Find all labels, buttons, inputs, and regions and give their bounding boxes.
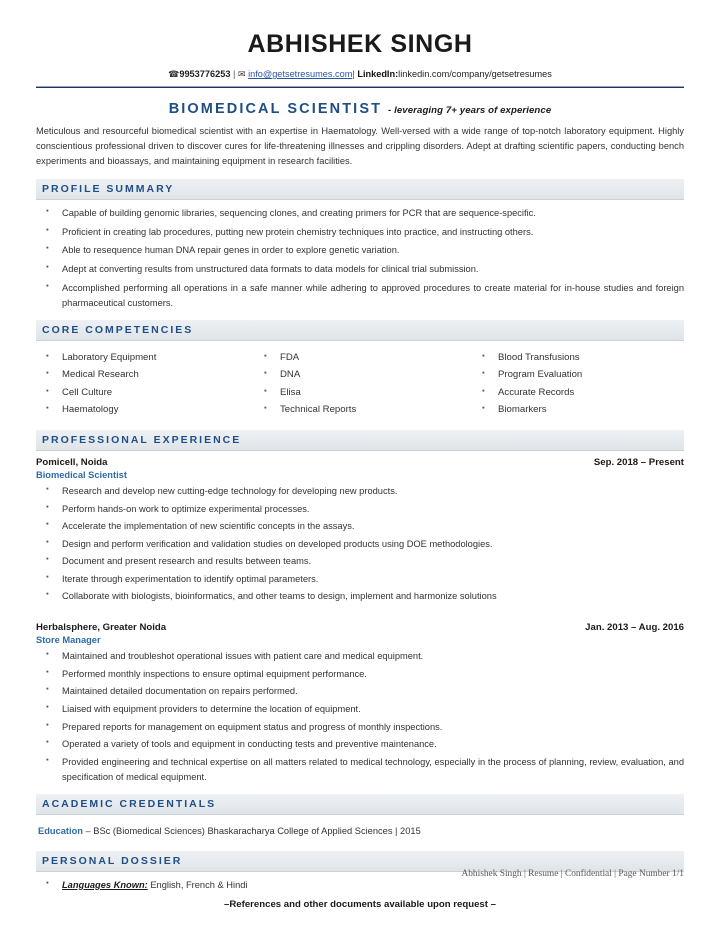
list-item: ▪ Program Evaluation bbox=[472, 366, 684, 384]
languages-known-label: Languages Known: bbox=[62, 879, 148, 890]
phone-icon: ☎ bbox=[168, 69, 180, 79]
page-footer: Abhishek Singh | Resume | Confidential | Page Number 1/1 bbox=[461, 869, 684, 879]
list-item: ▪ Maintained and troubleshot operational issues with patient care and medical equipment. bbox=[36, 649, 684, 664]
employment-dates: Sep. 2018 – Present bbox=[593, 456, 684, 468]
list-item: ▪ Iterate through experimentation to identify optimal parameters. bbox=[36, 572, 684, 587]
phone-number: 9953776253 bbox=[179, 69, 231, 79]
list-item: ▪ Prepared reports for management on equipment status and progress of monthly inspections. bbox=[36, 720, 684, 735]
section-header-professional-experience: PROFESSIONAL EXPERIENCE bbox=[36, 430, 684, 451]
section-header-academic-credentials: ACADEMIC CREDENTIALS bbox=[36, 794, 684, 815]
list-item: ▪ FDA bbox=[254, 349, 466, 367]
list-item: ▪ Biomarkers bbox=[472, 401, 684, 419]
section-header-personal-dossier: PERSONAL DOSSIER bbox=[36, 851, 684, 872]
competency-column-1 bbox=[36, 349, 248, 419]
linkedin-link[interactable]: linkedin.com/company/getsetresumes bbox=[398, 69, 552, 79]
list-item: ▪ DNA bbox=[254, 366, 466, 384]
header-divider bbox=[36, 86, 684, 88]
section-header-profile-summary: PROFILE SUMMARY bbox=[36, 179, 684, 200]
list-item: ▪ Medical Research bbox=[36, 366, 248, 384]
list-item: ▪ Haematology bbox=[36, 401, 248, 419]
list-item: ▪ Elisa bbox=[254, 384, 466, 402]
list-item: ▪ Design and perform verification and validation studies on developed products using DOE methodologies. bbox=[36, 537, 684, 552]
personal-dossier-list bbox=[36, 878, 684, 893]
experience-bullets-2 bbox=[36, 649, 684, 784]
employer-name: Herbalsphere, Greater Noida bbox=[36, 622, 167, 634]
email-link[interactable]: info@getsetresumes.com bbox=[248, 69, 353, 79]
list-item: ▪ Accelerate the implementation of new scientific concepts in the assays. bbox=[36, 519, 684, 534]
list-item: ▪ Adept at converting results from unstructured data formats to data models for clinical trial submission. bbox=[36, 262, 684, 277]
core-competencies-grid bbox=[36, 347, 684, 421]
list-item: ▪ Technical Reports bbox=[254, 401, 466, 419]
experience-header bbox=[36, 457, 684, 468]
employer-name: Pomicell, Noida bbox=[36, 456, 108, 468]
list-item: ▪ Able to resequence human DNA repair genes in order to explore genetic variation. bbox=[36, 243, 684, 258]
job-title-label: Biomedical Scientist bbox=[36, 469, 127, 480]
job-title-label: Store Manager bbox=[36, 635, 101, 646]
employment-dates: Jan. 2013 – Aug. 2016 bbox=[585, 622, 684, 634]
contact-line bbox=[36, 69, 684, 80]
experience-header bbox=[36, 622, 684, 633]
experience-entry-1 bbox=[36, 457, 684, 604]
list-item: ▪ Research and develop new cutting-edge technology for developing new products. bbox=[36, 484, 684, 499]
list-item: ▪ Operated a variety of tools and equipment in conducting tests and preventive maintenance. bbox=[36, 737, 684, 752]
headline-block bbox=[36, 100, 684, 118]
list-item: ▪ Proficient in creating lab procedures, putting new protein chemistry techniques into practice, and instructing others. bbox=[36, 225, 684, 240]
list-item: ▪ Accomplished performing all operations in a safe manner while adhering to approved procedures to create material for in-house studies and foreign pharmaceutical customers. bbox=[36, 281, 684, 311]
languages-known-value: English, French & Hindi bbox=[147, 879, 248, 890]
linkedin-label: LinkedIn: bbox=[357, 69, 399, 79]
profile-summary-list bbox=[36, 206, 684, 310]
competency-column-2 bbox=[254, 349, 466, 419]
competency-column-3 bbox=[472, 349, 684, 419]
headline-tagline: - leveraging 7+ years of experience bbox=[388, 105, 552, 117]
headline-title: BIOMEDICAL SCIENTIST bbox=[168, 101, 383, 118]
list-item: ▪ Maintained detailed documentation on repairs performed. bbox=[36, 684, 684, 699]
contact-separator-1: | bbox=[233, 69, 236, 79]
list-item: ▪ Capable of building genomic libraries, sequencing clones, and creating primers for PCR that are sequence-specific. bbox=[36, 206, 684, 221]
contact-separator-2: | bbox=[352, 69, 355, 79]
list-item: ▪ Document and present research and results between teams. bbox=[36, 554, 684, 569]
education-detail: – BSc (Biomedical Sciences) Bhaskaracharya College of Applied Sciences | 2015 bbox=[82, 825, 421, 836]
list-item: ▪ Perform hands-on work to optimize experimental processes. bbox=[36, 502, 684, 517]
education-label: Education bbox=[38, 825, 83, 836]
education-line bbox=[36, 821, 684, 842]
list-item: ▪ Laboratory Equipment bbox=[36, 349, 248, 367]
experience-entry-2 bbox=[36, 622, 684, 784]
references-note: –References and other documents available upon request – bbox=[224, 898, 496, 910]
page-title: ABHISHEK SINGH bbox=[247, 30, 473, 58]
envelope-icon: ✉ bbox=[237, 69, 246, 79]
list-item: ▪ Collaborate with biologists, bioinformatics, and other teams to design, implement and harmonize solutions bbox=[36, 589, 684, 604]
experience-spacer bbox=[36, 608, 684, 618]
professional-summary: Meticulous and resourceful biomedical scientist with an expertise in Haematology. Well-versed with a wide range of top-notch laboratory equipment. Highly conscientious professional driven to discover cures for life-threatening illnesses and crippling disorders. Adept at drafting scientific papers, conducting bench experiments and bioassays, and maintaining equipment in research facilities. bbox=[36, 126, 684, 167]
list-item: ▪ Accurate Records bbox=[472, 384, 684, 402]
experience-bullets-1 bbox=[36, 484, 684, 604]
list-item: ▪ Liaised with equipment providers to determine the location of equipment. bbox=[36, 702, 684, 717]
list-item: ▪ Blood Transfusions bbox=[472, 349, 684, 367]
section-header-core-competencies: CORE COMPETENCIES bbox=[36, 320, 684, 341]
list-item bbox=[36, 878, 684, 893]
list-item: ▪ Cell Culture bbox=[36, 384, 248, 402]
list-item: ▪ Performed monthly inspections to ensure optimal equipment performance. bbox=[36, 667, 684, 682]
list-item: ▪ Provided engineering and technical expertise on all matters related to medical technology, especially in the process of planning, review, evaluation, and specification of medical equipment. bbox=[36, 755, 684, 785]
